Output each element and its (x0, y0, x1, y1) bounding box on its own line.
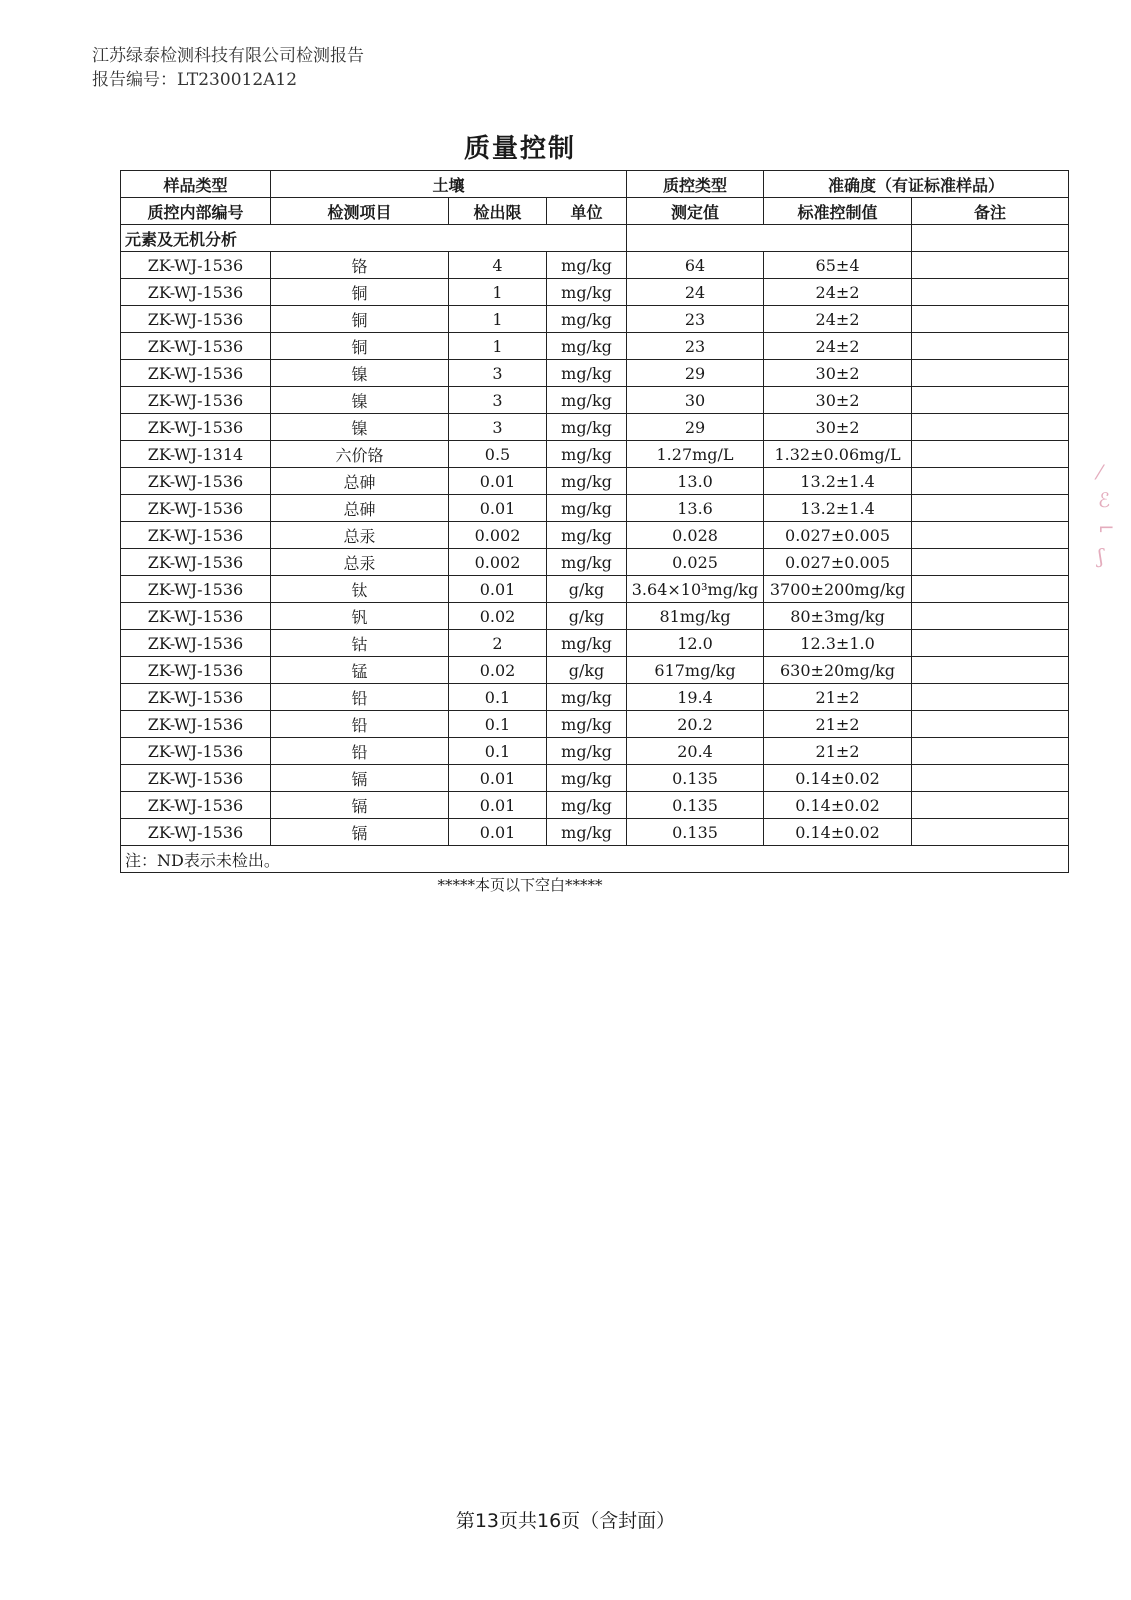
qc-id-cell: ZK-WJ-1536 (121, 279, 271, 306)
detection-limit-cell: 1 (449, 279, 547, 306)
unit-cell: mg/kg (547, 468, 627, 495)
item-cell: 镍 (271, 387, 449, 414)
standard-cell: 30±2 (764, 387, 912, 414)
detection-limit-cell: 3 (449, 414, 547, 441)
item-cell: 钒 (271, 603, 449, 630)
remark-cell (912, 468, 1069, 495)
remark-cell (912, 279, 1069, 306)
qc-id-cell: ZK-WJ-1536 (121, 306, 271, 333)
col-header-qc-id: 质控内部编号 (121, 198, 271, 225)
qc-id-cell: ZK-WJ-1536 (121, 792, 271, 819)
unit-cell: mg/kg (547, 684, 627, 711)
remark-cell (912, 252, 1069, 279)
standard-cell: 21±2 (764, 684, 912, 711)
item-cell: 镍 (271, 360, 449, 387)
table-row (121, 711, 1069, 738)
item-cell: 铬 (271, 252, 449, 279)
standard-cell: 24±2 (764, 279, 912, 306)
detection-limit-cell: 2 (449, 630, 547, 657)
report-header (92, 44, 364, 92)
standard-cell: 0.14±0.02 (764, 765, 912, 792)
standard-cell: 21±2 (764, 711, 912, 738)
table-row (121, 603, 1069, 630)
unit-cell: mg/kg (547, 711, 627, 738)
table-row (121, 819, 1069, 846)
qc-id-cell: ZK-WJ-1536 (121, 333, 271, 360)
item-cell: 镉 (271, 792, 449, 819)
standard-cell: 0.027±0.005 (764, 549, 912, 576)
item-cell: 镉 (271, 765, 449, 792)
col-header-detection-limit: 检出限 (449, 198, 547, 225)
remark-cell (912, 441, 1069, 468)
qc-id-cell: ZK-WJ-1536 (121, 603, 271, 630)
item-cell: 钛 (271, 576, 449, 603)
qc-id-cell: ZK-WJ-1536 (121, 576, 271, 603)
col-header-standard: 标准控制值 (764, 198, 912, 225)
table-row (121, 252, 1069, 279)
measured-cell: 20.4 (627, 738, 764, 765)
page-footer: 第13页共16页（含封面） (455, 1510, 676, 1532)
item-cell: 六价铬 (271, 441, 449, 468)
standard-cell: 30±2 (764, 360, 912, 387)
qc-id-cell: ZK-WJ-1536 (121, 657, 271, 684)
measured-cell: 1.27mg/L (627, 441, 764, 468)
measured-cell: 12.0 (627, 630, 764, 657)
table-row (121, 360, 1069, 387)
detection-limit-cell: 0.1 (449, 711, 547, 738)
table-note: 注：ND表示未检出。 (121, 846, 1069, 873)
qc-id-cell: ZK-WJ-1536 (121, 630, 271, 657)
table-row (121, 306, 1069, 333)
detection-limit-cell: 0.002 (449, 522, 547, 549)
measured-cell: 23 (627, 306, 764, 333)
note-row (121, 846, 1069, 873)
report-number: 报告编号：LT230012A12 (92, 70, 298, 90)
measured-cell: 29 (627, 414, 764, 441)
remark-cell (912, 630, 1069, 657)
qc-id-cell: ZK-WJ-1536 (121, 549, 271, 576)
table-row (121, 738, 1069, 765)
detection-limit-cell: 4 (449, 252, 547, 279)
detection-limit-cell: 0.01 (449, 468, 547, 495)
sample-type-value: 土壤 (271, 171, 627, 198)
detection-limit-cell: 3 (449, 360, 547, 387)
measured-cell: 617mg/kg (627, 657, 764, 684)
detection-limit-cell: 0.002 (449, 549, 547, 576)
standard-cell: 65±4 (764, 252, 912, 279)
unit-cell: mg/kg (547, 522, 627, 549)
standard-cell: 13.2±1.4 (764, 495, 912, 522)
table-row (121, 279, 1069, 306)
table-header-row-1 (121, 171, 1069, 198)
section-empty-remark (912, 225, 1069, 252)
qc-id-cell: ZK-WJ-1536 (121, 252, 271, 279)
remark-cell (912, 819, 1069, 846)
detection-limit-cell: 1 (449, 333, 547, 360)
standard-cell: 0.14±0.02 (764, 792, 912, 819)
measured-cell: 0.135 (627, 765, 764, 792)
detection-limit-cell: 1 (449, 306, 547, 333)
standard-cell: 24±2 (764, 306, 912, 333)
qc-id-cell: ZK-WJ-1536 (121, 684, 271, 711)
measured-cell: 3.64×10³mg/kg (627, 576, 764, 603)
table-row (121, 630, 1069, 657)
section-label: 元素及无机分析 (121, 225, 627, 252)
qc-id-cell: ZK-WJ-1536 (121, 387, 271, 414)
red-stamp-fragment: ⁄ ℰ ⌐ ʃ (1098, 460, 1115, 568)
unit-cell: g/kg (547, 603, 627, 630)
item-cell: 镉 (271, 819, 449, 846)
unit-cell: mg/kg (547, 819, 627, 846)
item-cell: 铅 (271, 711, 449, 738)
table-row (121, 657, 1069, 684)
unit-cell: mg/kg (547, 441, 627, 468)
unit-cell: mg/kg (547, 306, 627, 333)
standard-cell: 0.14±0.02 (764, 819, 912, 846)
standard-cell: 24±2 (764, 333, 912, 360)
unit-cell: mg/kg (547, 333, 627, 360)
measured-cell: 19.4 (627, 684, 764, 711)
table-row (121, 414, 1069, 441)
qc-id-cell: ZK-WJ-1536 (121, 360, 271, 387)
standard-cell: 30±2 (764, 414, 912, 441)
item-cell: 总砷 (271, 495, 449, 522)
table-row (121, 441, 1069, 468)
measured-cell: 13.0 (627, 468, 764, 495)
standard-cell: 0.027±0.005 (764, 522, 912, 549)
item-cell: 锰 (271, 657, 449, 684)
detection-limit-cell: 0.01 (449, 765, 547, 792)
remark-cell (912, 495, 1069, 522)
item-cell: 总汞 (271, 522, 449, 549)
detection-limit-cell: 0.5 (449, 441, 547, 468)
sample-type-label: 样品类型 (121, 171, 271, 198)
table-header-row-2 (121, 198, 1069, 225)
detection-limit-cell: 0.01 (449, 576, 547, 603)
table-row (121, 549, 1069, 576)
remark-cell (912, 657, 1069, 684)
unit-cell: mg/kg (547, 279, 627, 306)
item-cell: 铅 (271, 684, 449, 711)
detection-limit-cell: 0.02 (449, 657, 547, 684)
col-header-measured: 测定值 (627, 198, 764, 225)
measured-cell: 0.135 (627, 819, 764, 846)
remark-cell (912, 414, 1069, 441)
remark-cell (912, 765, 1069, 792)
page-title: 质量控制 (463, 134, 576, 164)
detection-limit-cell: 0.1 (449, 738, 547, 765)
detection-limit-cell: 0.02 (449, 603, 547, 630)
unit-cell: mg/kg (547, 414, 627, 441)
table-row (121, 387, 1069, 414)
qc-type-label: 质控类型 (627, 171, 764, 198)
qc-id-cell: ZK-WJ-1536 (121, 738, 271, 765)
item-cell: 镍 (271, 414, 449, 441)
company-line: 江苏绿泰检测科技有限公司检测报告 (92, 46, 364, 66)
item-cell: 铅 (271, 738, 449, 765)
blank-notice: *****本页以下空白***** (437, 876, 603, 894)
measured-cell: 30 (627, 387, 764, 414)
section-empty (627, 225, 912, 252)
measured-cell: 13.6 (627, 495, 764, 522)
qc-id-cell: ZK-WJ-1536 (121, 819, 271, 846)
unit-cell: g/kg (547, 657, 627, 684)
measured-cell: 23 (627, 333, 764, 360)
item-cell: 铜 (271, 333, 449, 360)
measured-cell: 64 (627, 252, 764, 279)
item-cell: 铜 (271, 306, 449, 333)
remark-cell (912, 306, 1069, 333)
standard-cell: 21±2 (764, 738, 912, 765)
detection-limit-cell: 3 (449, 387, 547, 414)
qc-type-value: 准确度（有证标准样品） (764, 171, 1069, 198)
remark-cell (912, 360, 1069, 387)
unit-cell: mg/kg (547, 360, 627, 387)
table-row (121, 495, 1069, 522)
item-cell: 总砷 (271, 468, 449, 495)
measured-cell: 81mg/kg (627, 603, 764, 630)
remark-cell (912, 333, 1069, 360)
unit-cell: mg/kg (547, 738, 627, 765)
section-row (121, 225, 1069, 252)
detection-limit-cell: 0.01 (449, 792, 547, 819)
qc-id-cell: ZK-WJ-1536 (121, 468, 271, 495)
measured-cell: 20.2 (627, 711, 764, 738)
standard-cell: 80±3mg/kg (764, 603, 912, 630)
qc-id-cell: ZK-WJ-1536 (121, 414, 271, 441)
table-row (121, 522, 1069, 549)
detection-limit-cell: 0.01 (449, 495, 547, 522)
measured-cell: 24 (627, 279, 764, 306)
item-cell: 钴 (271, 630, 449, 657)
standard-cell: 12.3±1.0 (764, 630, 912, 657)
remark-cell (912, 684, 1069, 711)
table-row (121, 468, 1069, 495)
detection-limit-cell: 0.01 (449, 819, 547, 846)
unit-cell: mg/kg (547, 792, 627, 819)
qc-table (120, 170, 1069, 873)
standard-cell: 1.32±0.06mg/L (764, 441, 912, 468)
standard-cell: 3700±200mg/kg (764, 576, 912, 603)
measured-cell: 29 (627, 360, 764, 387)
standard-cell: 13.2±1.4 (764, 468, 912, 495)
detection-limit-cell: 0.1 (449, 684, 547, 711)
unit-cell: mg/kg (547, 549, 627, 576)
measured-cell: 0.025 (627, 549, 764, 576)
measured-cell: 0.135 (627, 792, 764, 819)
qc-id-cell: ZK-WJ-1314 (121, 441, 271, 468)
standard-cell: 630±20mg/kg (764, 657, 912, 684)
unit-cell: mg/kg (547, 387, 627, 414)
table-row (121, 765, 1069, 792)
qc-id-cell: ZK-WJ-1536 (121, 765, 271, 792)
col-header-item: 检测项目 (271, 198, 449, 225)
remark-cell (912, 387, 1069, 414)
measured-cell: 0.028 (627, 522, 764, 549)
table-row (121, 792, 1069, 819)
table-row (121, 684, 1069, 711)
qc-id-cell: ZK-WJ-1536 (121, 522, 271, 549)
remark-cell (912, 549, 1069, 576)
unit-cell: g/kg (547, 576, 627, 603)
table-row (121, 333, 1069, 360)
table-row (121, 576, 1069, 603)
item-cell: 铜 (271, 279, 449, 306)
remark-cell (912, 792, 1069, 819)
unit-cell: mg/kg (547, 630, 627, 657)
remark-cell (912, 711, 1069, 738)
remark-cell (912, 603, 1069, 630)
remark-cell (912, 576, 1069, 603)
remark-cell (912, 738, 1069, 765)
qc-id-cell: ZK-WJ-1536 (121, 495, 271, 522)
col-header-unit: 单位 (547, 198, 627, 225)
unit-cell: mg/kg (547, 765, 627, 792)
unit-cell: mg/kg (547, 495, 627, 522)
item-cell: 总汞 (271, 549, 449, 576)
col-header-remark: 备注 (912, 198, 1069, 225)
unit-cell: mg/kg (547, 252, 627, 279)
remark-cell (912, 522, 1069, 549)
qc-id-cell: ZK-WJ-1536 (121, 711, 271, 738)
